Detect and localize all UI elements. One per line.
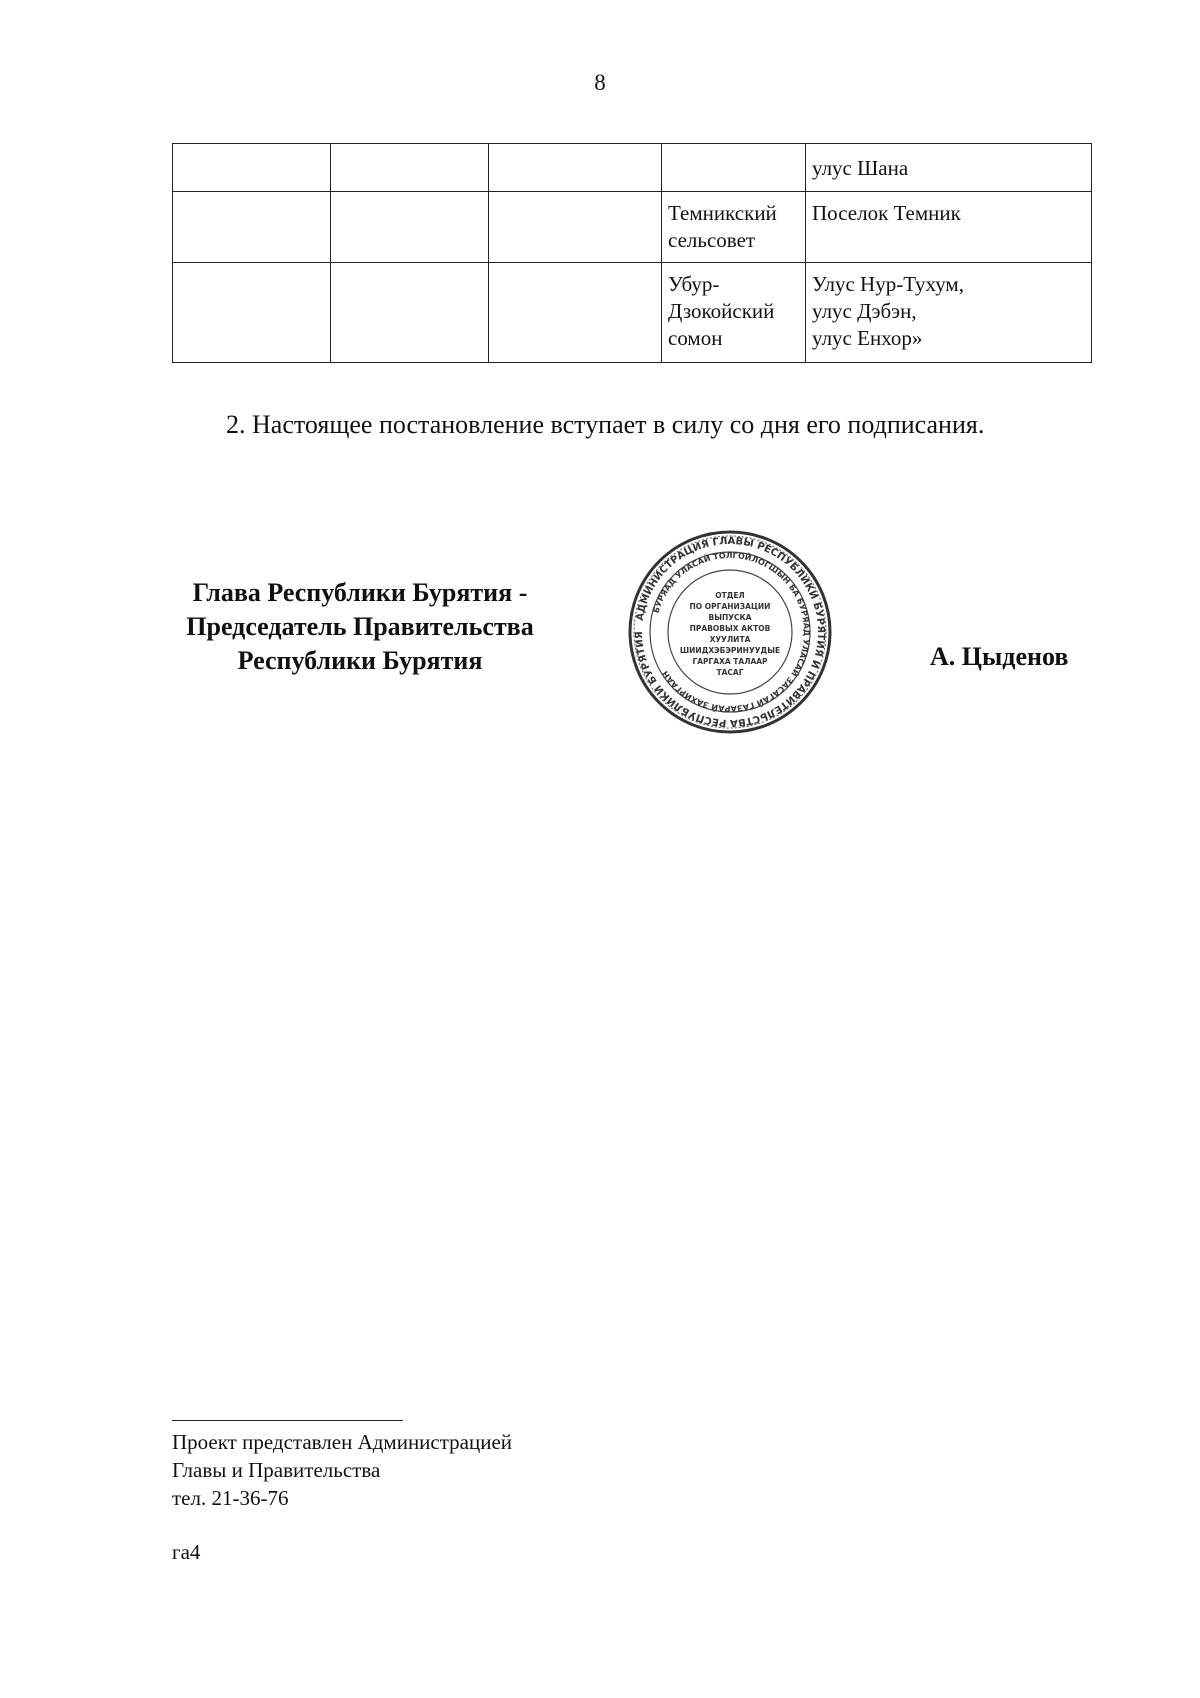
settlements-table xyxy=(172,143,1092,363)
cell-line: улус Дэбэн, xyxy=(812,299,917,323)
stamp-center-line: ГАРГАХА ТАЛААР xyxy=(692,657,768,666)
table-cell xyxy=(173,263,331,363)
table-cell xyxy=(489,263,662,363)
stamp-center-line: ТАСАГ xyxy=(716,668,744,677)
effective-date-paragraph: 2. Настоящее постановление вступает в силу со дня его подписания. xyxy=(226,410,985,439)
cell-line: улус Шана xyxy=(812,156,909,180)
stamp-center-line: ХУУЛИТА xyxy=(709,635,751,644)
table-cell xyxy=(331,263,489,363)
cell-line: Темникский xyxy=(668,201,777,225)
cell-line: Дзокойский xyxy=(668,299,775,323)
table-cell xyxy=(806,263,1092,363)
table-row xyxy=(173,192,1092,263)
page-number: 8 xyxy=(594,70,606,95)
signatory-title-line: Глава Республики Бурятия - xyxy=(192,578,528,607)
official-stamp xyxy=(627,529,833,735)
table-cell xyxy=(806,144,1092,192)
table-cell xyxy=(331,144,489,192)
table-cell xyxy=(331,192,489,263)
table-cell xyxy=(662,144,806,192)
cell-line: улус Енхор» xyxy=(812,326,923,350)
table-cell xyxy=(173,144,331,192)
table-cell xyxy=(173,192,331,263)
signatory-title-line: Председатель Правительства xyxy=(186,612,534,641)
stamp-center-line: ВЫПУСКА xyxy=(708,613,752,622)
table-row xyxy=(173,263,1092,363)
stamp-inner-text: БУРЯАД УЛАСАЙ ТОЛГОЙЛОГШЫН БА БУРЯАД УЛАСАЙ ЗАСАГАЙ ГАЗАРАЙ ЗАХИРГААН xyxy=(651,550,812,714)
stamp-outer-text: АДМИНИСТРАЦИЯ ГЛАВЫ РЕСПУБЛИКИ БУРЯТИЯ И ПРАВИТЕЛЬСТВА РЕСПУБЛИКИ БУРЯТИЯ xyxy=(633,535,827,729)
signatory-title-line: Республики Бурятия xyxy=(237,646,483,675)
footnote-line: Главы и Правительства xyxy=(172,1458,381,1482)
cell-line: сомон xyxy=(668,326,723,350)
table-cell xyxy=(662,263,806,363)
footnote-line: Проект представлен Администрацией xyxy=(172,1430,513,1454)
stamp-center-line: ШИИДХЭБЭРИНУУДЫЕ xyxy=(679,646,781,655)
signatory-title xyxy=(150,576,570,678)
cell-line: сельсовет xyxy=(668,228,756,252)
footnote-divider xyxy=(172,1420,403,1421)
table-cell xyxy=(489,144,662,192)
table-cell xyxy=(662,192,806,263)
stamp-center-line: ОТДЕЛ xyxy=(715,591,745,600)
cell-line: Улус Нур-Тухум, xyxy=(812,272,964,296)
cell-line: Убур- xyxy=(668,272,720,296)
footnote xyxy=(172,1428,512,1512)
table-row xyxy=(173,144,1092,192)
document-code: га4 xyxy=(172,1540,201,1564)
signatory-name: А. Цыденов xyxy=(930,642,1069,671)
table-cell xyxy=(489,192,662,263)
stamp-center-line: ПО ОРГАНИЗАЦИИ xyxy=(689,602,771,611)
footnote-line: тел. 21-36-76 xyxy=(172,1486,289,1510)
table-cell xyxy=(806,192,1092,263)
stamp-center-line: ПРАВОВЫХ АКТОВ xyxy=(689,624,771,633)
cell-line: Поселок Темник xyxy=(812,201,961,225)
